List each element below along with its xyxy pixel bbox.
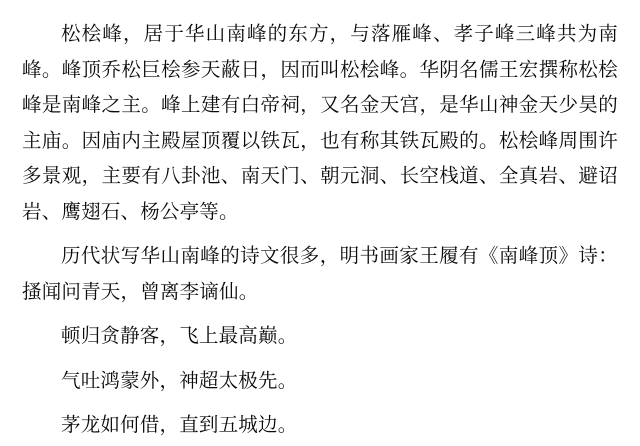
paragraph-3: 顿归贪静客，飞上最高巅。 — [61, 324, 298, 347]
paragraph-5: 茅龙如何借，直到五城边。 — [61, 413, 298, 436]
paragraph-4: 气吐鸿蒙外，神超太极先。 — [61, 368, 298, 392]
paragraph-1: 松桧峰，居于华山南峰的东方，与落雁峰、孝子峰三峰共为南峰。峰顶乔松巨桧参天蔽日，因而叫松桧峰。华阴名儒王宏撰称松桧峰是南峰之主。峰上建有白帝祠，又名金天宫，是华山神金天少昊的主庙。因庙内主殿屋顶覆以铁瓦，也有称其铁瓦殿的。松桧峰周围许多景观，主要有八卦池、南天门、朝元洞、长空栈道、全真岩、避诏岩、鹰翅石、杨公亭等。 — [22, 22, 618, 223]
paragraph-2: 历代状写华山南峰的诗文很多，明书画家王履有《南峰顶》诗：搔闻问青天，曾离李谪仙。 — [22, 244, 618, 303]
